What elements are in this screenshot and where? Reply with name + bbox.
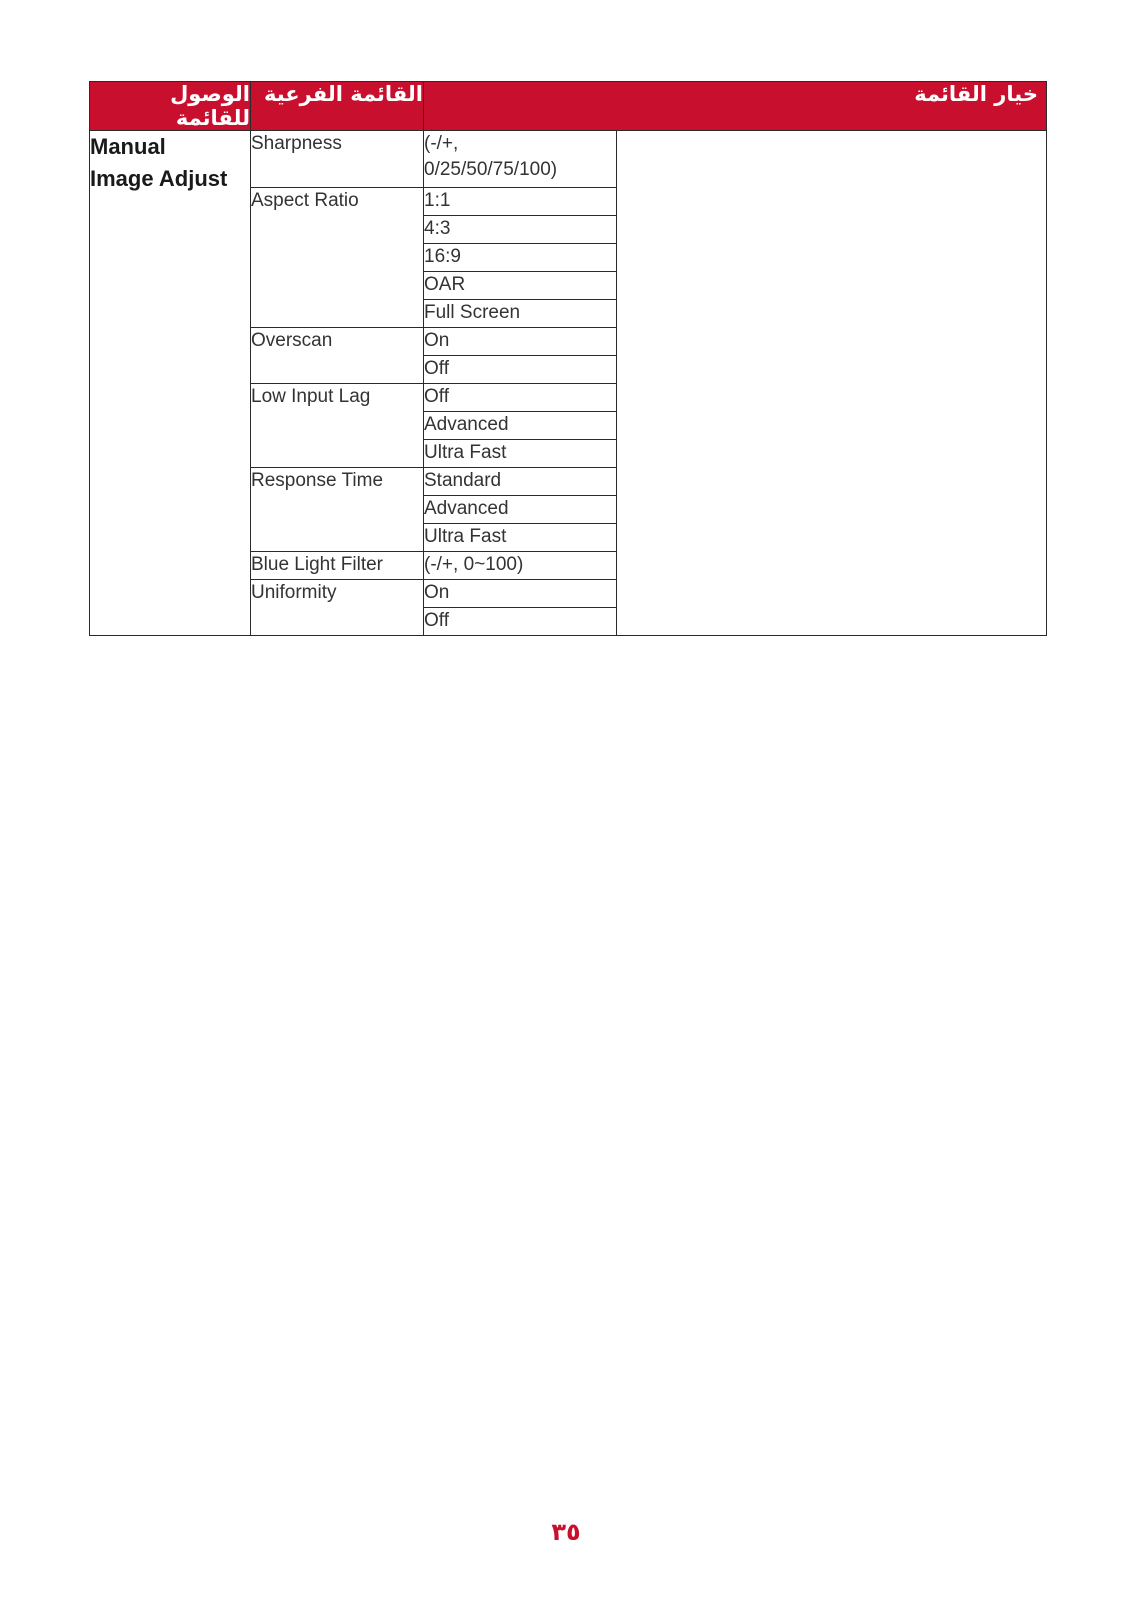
option-value: Ultra Fast bbox=[424, 524, 617, 552]
option-text: 0/25/50/75/100) bbox=[424, 159, 558, 180]
header-main-menu: الوصول للقائمة bbox=[90, 82, 251, 131]
submenu-blue-light-filter: Blue Light Filter bbox=[251, 552, 424, 580]
option-value: Ultra Fast bbox=[424, 440, 617, 468]
submenu-low-input-lag: Low Input Lag bbox=[251, 384, 424, 468]
option-sharpness bbox=[424, 131, 617, 188]
option-value: Advanced bbox=[424, 496, 617, 524]
option-value: 16:9 bbox=[424, 244, 617, 272]
submenu-overscan: Overscan bbox=[251, 328, 424, 384]
submenu-response-time: Response Time bbox=[251, 468, 424, 552]
main-menu-line2: Image Adjust bbox=[90, 166, 228, 191]
option-value: Off bbox=[424, 384, 617, 412]
option-value: On bbox=[424, 580, 617, 608]
submenu-uniformity: Uniformity bbox=[251, 580, 424, 636]
option-value: 4:3 bbox=[424, 216, 617, 244]
main-menu-cell bbox=[90, 131, 251, 636]
blank-column bbox=[617, 131, 1047, 636]
table-row bbox=[90, 131, 1047, 188]
option-value: Advanced bbox=[424, 412, 617, 440]
submenu-sharpness: Sharpness bbox=[251, 131, 424, 188]
header-menu-option: خيار القائمة bbox=[424, 82, 1047, 131]
option-value: On bbox=[424, 328, 617, 356]
menu-table bbox=[89, 81, 1047, 636]
option-value: Standard bbox=[424, 468, 617, 496]
main-menu-line1: Manual bbox=[90, 134, 166, 159]
option-text: (-/+, bbox=[424, 133, 459, 154]
header-row bbox=[90, 82, 1047, 131]
option-value: 1:1 bbox=[424, 188, 617, 216]
page-number: ٣٥ bbox=[551, 1518, 581, 1546]
submenu-aspect-ratio: Aspect Ratio bbox=[251, 188, 424, 328]
option-value: Off bbox=[424, 608, 617, 636]
option-value: (-/+, 0~100) bbox=[424, 552, 617, 580]
header-sub-menu: القائمة الفرعية bbox=[251, 82, 424, 131]
option-value: Full Screen bbox=[424, 300, 617, 328]
option-value: Off bbox=[424, 356, 617, 384]
option-value: OAR bbox=[424, 272, 617, 300]
